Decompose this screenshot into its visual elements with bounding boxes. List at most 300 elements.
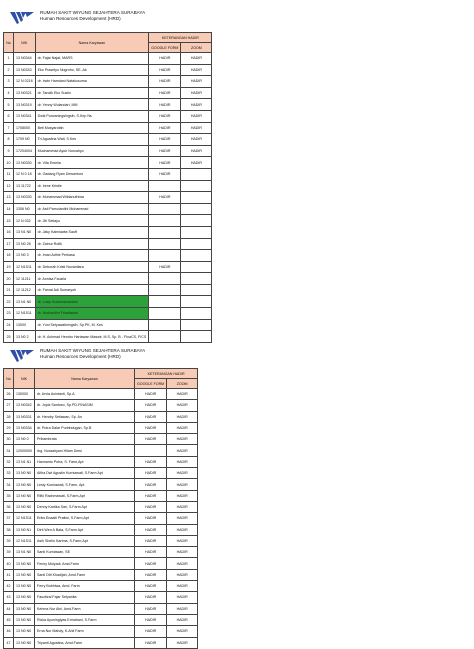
row-zoom xyxy=(181,284,212,296)
attendance-table xyxy=(3,368,198,649)
table-row xyxy=(4,168,212,180)
row-nik: 13 N0 N0 xyxy=(14,626,35,637)
row-zoom xyxy=(181,308,212,320)
row-google-form: HADIR xyxy=(135,592,167,603)
table-row xyxy=(4,411,198,422)
row-zoom: HADIR xyxy=(167,547,198,558)
table-row xyxy=(4,99,212,111)
row-zoom: HADIR xyxy=(181,53,212,65)
table-row xyxy=(4,400,198,411)
table-row xyxy=(4,468,198,479)
table-row xyxy=(4,456,198,467)
row-number: 27 xyxy=(4,400,14,411)
row-nik: 13 N0334 xyxy=(14,422,35,433)
row-number: 35 xyxy=(4,490,14,501)
row-nik: 13000 xyxy=(14,319,36,331)
row-zoom: HADIR xyxy=(167,400,198,411)
row-nik: 13 N0343 xyxy=(14,64,36,76)
row-number: 42 xyxy=(4,581,14,592)
row-number: 26 xyxy=(4,389,14,400)
row-nik: 13 N0341 xyxy=(14,110,36,122)
row-zoom: HADIR xyxy=(181,99,212,111)
row-name: dr. Muhammad Wildanuthiwa xyxy=(35,192,149,204)
table-row xyxy=(4,238,212,250)
row-google-form xyxy=(149,296,181,308)
row-number: 14 xyxy=(4,203,14,215)
row-google-form: HADIR xyxy=(135,558,167,569)
row-name: dr. Tandik Eko Susilo xyxy=(35,87,149,99)
row-nik: 13 N0 2 xyxy=(14,331,36,343)
row-zoom: HADIR xyxy=(167,468,198,479)
row-name: Eko Prasetyo Nugroho, SE.,Ak xyxy=(35,64,149,76)
row-zoom: HADIR xyxy=(167,445,198,456)
row-zoom: HADIR xyxy=(167,479,198,490)
table-row xyxy=(4,87,212,99)
row-number: 39 xyxy=(4,535,14,546)
table-row xyxy=(4,592,198,603)
row-nik: 13 N0 N0 xyxy=(14,569,35,580)
row-nik: 13 N0 N0 xyxy=(14,558,35,569)
row-nik: 13 N0 28 xyxy=(14,238,36,250)
row-nik: 12 11211 xyxy=(14,273,36,285)
row-google-form xyxy=(135,445,167,456)
table-row xyxy=(4,284,212,296)
row-number: 13 xyxy=(4,192,14,204)
table-row xyxy=(4,64,212,76)
row-zoom: HADIR xyxy=(167,592,198,603)
table-row xyxy=(4,558,198,569)
row-zoom: HADIR xyxy=(167,535,198,546)
row-name: dr. Vita Emelia xyxy=(35,157,149,169)
table-row xyxy=(4,261,212,273)
row-google-form: HADIR xyxy=(135,569,167,580)
table-row xyxy=(4,389,198,400)
table-row xyxy=(4,296,212,308)
hospital-name: RUMAH SAKIT WIYUNG SEJAHTERA SURABAYA xyxy=(40,348,146,353)
row-number: 24 xyxy=(4,319,14,331)
row-nik: 13 N0 N0 xyxy=(14,592,35,603)
row-zoom: HADIR xyxy=(181,76,212,88)
row-nik: 13 N0330 xyxy=(14,192,36,204)
row-number: 40 xyxy=(4,558,14,569)
row-name: dr. Hendry Setiawan, Sp. An xyxy=(35,411,135,422)
row-number: 34 xyxy=(4,479,14,490)
row-zoom xyxy=(181,273,212,285)
header-no: No xyxy=(4,369,14,389)
hospital-logo-icon xyxy=(10,349,34,363)
table-row xyxy=(4,569,198,580)
row-zoom xyxy=(181,296,212,308)
table-row xyxy=(4,308,212,320)
row-number: 15 xyxy=(4,215,14,227)
row-zoom xyxy=(181,215,212,227)
header-keterangan: KETERANGAN HADIR xyxy=(149,33,212,43)
header-nama: Nama Karyawan xyxy=(35,33,149,53)
table-row xyxy=(4,524,198,535)
row-google-form: HADIR xyxy=(149,192,181,204)
row-zoom: HADIR xyxy=(181,145,212,157)
row-name: dr. Arvia Anintanti, Sp.A xyxy=(35,389,135,400)
row-number: 43 xyxy=(4,592,14,603)
row-name: dr. Iman Adhie Perkasa xyxy=(35,250,149,262)
row-google-form xyxy=(149,180,181,192)
row-nik: 13 N0342 xyxy=(14,400,35,411)
row-nik: 12 N 032 xyxy=(14,215,36,227)
row-nik: 1708000 xyxy=(14,122,36,134)
row-nik: 13 N0 N0 xyxy=(14,490,35,501)
row-nik: 12 N 0218 xyxy=(14,76,36,88)
row-name: Denny Kartika Sari, S.Farm Apt xyxy=(35,501,135,512)
row-google-form: HADIR xyxy=(149,64,181,76)
row-google-form: HADIR xyxy=(135,400,167,411)
row-google-form: HADIR xyxy=(149,157,181,169)
row-zoom: HADIR xyxy=(167,434,198,445)
row-name: Pribambrata xyxy=(35,434,135,445)
row-zoom: HADIR xyxy=(167,581,198,592)
row-google-form xyxy=(149,319,181,331)
table-row xyxy=(4,535,198,546)
table-row xyxy=(4,145,212,157)
row-nik: 13 N1 N0 xyxy=(14,296,36,308)
row-google-form: HADIR xyxy=(135,456,167,467)
row-nik: 13 N0 N0 xyxy=(14,637,35,648)
row-name: Erna Nur Mahdy, K.Ahli Farm xyxy=(35,626,135,637)
row-zoom xyxy=(181,226,212,238)
row-name: dr. Fajar Najat, MARS xyxy=(35,53,149,65)
row-number: 1 xyxy=(4,53,14,65)
row-number: 18 xyxy=(4,250,14,262)
row-number: 6 xyxy=(4,110,14,122)
row-zoom xyxy=(181,180,212,192)
row-nik: 12 11212 xyxy=(14,284,36,296)
row-google-form: HADIR xyxy=(149,99,181,111)
row-name: Santi Ditt Khadijah, Amd.Farm xyxy=(35,569,135,580)
row-google-form: HADIR xyxy=(135,422,167,433)
row-zoom xyxy=(181,238,212,250)
row-name: Dwik Purwaningsingsih, S.Kep Ns xyxy=(35,110,149,122)
row-google-form xyxy=(149,250,181,262)
row-name: Muchammad Ayub Nurcahyo xyxy=(35,145,149,157)
row-zoom: HADIR xyxy=(181,87,212,99)
row-google-form: HADIR xyxy=(135,490,167,501)
row-number: 22 xyxy=(4,296,14,308)
row-zoom: HADIR xyxy=(181,110,212,122)
row-nik: 13 N0 N0 xyxy=(14,581,35,592)
row-number: 10 xyxy=(4,157,14,169)
header-nik: NIK xyxy=(14,33,36,53)
row-name: Rizka Ayuningtyas Ermahani, S.Farm xyxy=(35,614,135,625)
row-number: 36 xyxy=(4,501,14,512)
attendance-table xyxy=(3,32,212,343)
row-nik: 13 N0319 xyxy=(14,99,36,111)
table-row xyxy=(4,445,198,456)
row-number: 23 xyxy=(4,308,14,320)
row-name: dr. Jiti Setiayu xyxy=(35,215,149,227)
row-zoom: HADIR xyxy=(181,157,212,169)
row-number: 3 xyxy=(4,76,14,88)
row-name: dr. Asti Pamulardini Muhammad xyxy=(35,203,149,215)
row-zoom: HADIR xyxy=(181,134,212,146)
header-keterangan: KETERANGAN HADIR xyxy=(135,369,198,379)
row-zoom: HADIR xyxy=(167,501,198,512)
row-zoom: HADIR xyxy=(167,626,198,637)
row-google-form: HADIR xyxy=(135,547,167,558)
table-row xyxy=(4,547,198,558)
row-number: 12 xyxy=(4,180,14,192)
row-zoom: HADIR xyxy=(181,64,212,76)
row-google-form: HADIR xyxy=(135,637,167,648)
row-zoom xyxy=(181,192,212,204)
row-zoom xyxy=(181,250,212,262)
row-google-form: HADIR xyxy=(149,168,181,180)
row-zoom: HADIR xyxy=(167,569,198,580)
table-row xyxy=(4,490,198,501)
row-name: Alfha Dwi Agustin Kurniawati, S.Farm Apt xyxy=(35,468,135,479)
row-number: 2 xyxy=(4,64,14,76)
row-zoom: HADIR xyxy=(167,637,198,648)
row-nik: 13 N0321 xyxy=(14,87,36,99)
row-google-form xyxy=(149,308,181,320)
row-number: 20 xyxy=(4,273,14,285)
row-name: drg. Nuraahyani Hilam Dewi xyxy=(35,445,135,456)
row-nik: 13 N0 N0 xyxy=(14,479,35,490)
row-number: 41 xyxy=(4,569,14,580)
row-google-form: HADIR xyxy=(149,53,181,65)
hospital-name: RUMAH SAKIT WIYUNG SEJAHTERA SURABAYA xyxy=(40,10,146,15)
table-row xyxy=(4,319,212,331)
table-row xyxy=(4,581,198,592)
table-row xyxy=(4,273,212,285)
row-nik: 13 N1 N0 xyxy=(14,547,35,558)
row-number: 11 xyxy=(4,168,14,180)
table-row xyxy=(4,614,198,625)
row-google-form: HADIR xyxy=(135,389,167,400)
table-row xyxy=(4,226,212,238)
row-zoom: HADIR xyxy=(167,603,198,614)
row-google-form xyxy=(149,238,181,250)
row-nik: 1709 N0 xyxy=(14,134,36,146)
row-number: 8 xyxy=(4,134,14,146)
table-row xyxy=(4,479,198,490)
row-number: 16 xyxy=(4,226,14,238)
row-name: Triyanti Agustina, Amd.Farm xyxy=(35,637,135,648)
row-number: 33 xyxy=(4,468,14,479)
row-name: dr. Jojok Santoso, Sp.PD-FINASIM xyxy=(35,400,135,411)
row-name: dr. Nurfiandini Friadtasari xyxy=(35,308,149,320)
row-number: 28 xyxy=(4,411,14,422)
row-nik: 13 N0330 xyxy=(14,157,36,169)
row-google-form: HADIR xyxy=(149,87,181,99)
table-row xyxy=(4,513,198,524)
row-zoom: HADIR xyxy=(181,122,212,134)
row-nik: 13 N0 N0 xyxy=(14,614,35,625)
table-row xyxy=(4,53,212,65)
row-nik: 1306 N0 xyxy=(14,203,36,215)
row-name: Rifki Rachmawati, S.Farm,Apt xyxy=(35,490,135,501)
row-google-form: HADIR xyxy=(135,614,167,625)
table-row xyxy=(4,76,212,88)
row-nik: 12 N1S11 xyxy=(14,261,36,273)
row-number: 7 xyxy=(4,122,14,134)
row-google-form: HADIR xyxy=(135,603,167,614)
row-google-form: HADIR xyxy=(149,122,181,134)
row-zoom xyxy=(181,319,212,331)
row-number: 4 xyxy=(4,87,14,99)
row-nik: 13 N0344 xyxy=(14,53,36,65)
row-nik: 12 N 0 18 xyxy=(14,168,36,180)
row-number: 21 xyxy=(4,284,14,296)
row-nik: 13 N0 N0 xyxy=(14,468,35,479)
row-name: Ferry Bubhiwa, Amd. Farm xyxy=(35,581,135,592)
header-no: No xyxy=(4,33,14,53)
row-nik: 12 N1S11 xyxy=(14,513,35,524)
row-number: 39 xyxy=(4,547,14,558)
row-name: dr. Irene Kristie xyxy=(35,180,149,192)
row-google-form: HADIR xyxy=(135,513,167,524)
row-number: 45 xyxy=(4,614,14,625)
table-row xyxy=(4,501,198,512)
row-nik: 12 N1S11 xyxy=(14,535,35,546)
row-name: Asih Sheilo Kartma, S.Farm,Apt xyxy=(35,535,135,546)
hospital-logo-icon xyxy=(10,11,34,25)
row-number: 46 xyxy=(4,626,14,637)
row-zoom xyxy=(181,261,212,273)
department-name: Human Resources Development (HRD) xyxy=(40,16,121,21)
row-number: 38 xyxy=(4,524,14,535)
header-nama: Nama Karyawan xyxy=(35,369,135,389)
row-nik: 13 N0 0 xyxy=(14,434,35,445)
row-name: dr. Gadang Ryan Dewantoro xyxy=(35,168,149,180)
header-google-form: GOOGLE FORM xyxy=(135,379,167,389)
row-zoom: HADIR xyxy=(167,558,198,569)
row-number: 19 xyxy=(4,261,14,273)
row-name: Santi Kurniawan, SE xyxy=(35,547,135,558)
row-zoom xyxy=(181,331,212,343)
row-name: dr. Fanrai Adi Sumaryoh xyxy=(35,284,149,296)
row-google-form xyxy=(149,284,181,296)
header-google-form: GOOGLE FORM xyxy=(149,43,181,53)
row-number: 47 xyxy=(4,637,14,648)
table-row xyxy=(4,110,212,122)
row-nik: 13 N0 N0 xyxy=(14,603,35,614)
row-google-form: HADIR xyxy=(135,535,167,546)
table-row xyxy=(4,250,212,262)
row-number: 30 xyxy=(4,434,14,445)
row-number: 37 xyxy=(4,513,14,524)
row-zoom: HADIR xyxy=(167,456,198,467)
row-zoom: HADIR xyxy=(167,513,198,524)
row-nik: 13 N0 3 xyxy=(14,250,36,262)
row-nik: 13 N0 N1 xyxy=(14,524,35,535)
table-row xyxy=(4,180,212,192)
row-number: 5 xyxy=(4,99,14,111)
row-name: Harmanto Putra, S. Farm,Apt xyxy=(35,456,135,467)
header-zoom: ZOOM xyxy=(167,379,198,389)
table-row xyxy=(4,422,198,433)
row-name: Dirti Wen A Bata, S.Farm Apt xyxy=(35,524,135,535)
row-nik: 130000 xyxy=(14,389,35,400)
row-google-form: HADIR xyxy=(135,479,167,490)
row-name: Tri Agustina Wati, S.Kes xyxy=(35,134,149,146)
row-google-form: HADIR xyxy=(135,434,167,445)
table-row xyxy=(4,192,212,204)
row-zoom: HADIR xyxy=(167,422,198,433)
row-google-form xyxy=(149,203,181,215)
table-row xyxy=(4,157,212,169)
row-name: dr. Putra Dalar Purbindugan, Sp.B xyxy=(35,422,135,433)
row-google-form xyxy=(149,331,181,343)
table-row xyxy=(4,203,212,215)
row-number: 32 xyxy=(4,456,14,467)
row-google-form: HADIR xyxy=(135,581,167,592)
row-google-form: HADIR xyxy=(135,501,167,512)
table-row xyxy=(4,134,212,146)
row-google-form: HADIR xyxy=(149,261,181,273)
table-row xyxy=(4,626,198,637)
row-nik: 12000000 xyxy=(14,445,35,456)
row-number: 29 xyxy=(4,422,14,433)
row-name: Beti Musyarofah xyxy=(35,122,149,134)
row-google-form: HADIR xyxy=(149,134,181,146)
row-google-form: HADIR xyxy=(135,468,167,479)
row-name: Fenny Mulyadi, Amd.Farm xyxy=(35,558,135,569)
row-name: Kehma Nur Aini, Amd.Farm xyxy=(35,603,135,614)
row-zoom: HADIR xyxy=(167,411,198,422)
row-zoom xyxy=(181,168,212,180)
row-name: dr. Irwin Hamdani Natakusuma xyxy=(35,76,149,88)
row-nik: 13 N0331 xyxy=(14,411,35,422)
header-nik: NIK xyxy=(14,369,35,389)
row-name: dr. Yenny Wulandari, MM xyxy=(35,99,149,111)
row-number: 9 xyxy=(4,145,14,157)
department-name: Human Resources Development (HRD) xyxy=(40,354,121,359)
row-nik: 12 N1S11 xyxy=(14,308,36,320)
table-row xyxy=(4,331,212,343)
row-number: 17 xyxy=(4,238,14,250)
table-row xyxy=(4,122,212,134)
row-name: dr. H. Achmad Hendro Hartawan Maswir, M.S, Sp. B - FInaCS, FICS xyxy=(35,331,149,343)
table-row xyxy=(4,434,198,445)
row-zoom xyxy=(181,203,212,215)
row-name: dr. Annisa Fauziia xyxy=(35,273,149,285)
row-name: dr. Jaky Kalmiawta Sauft xyxy=(35,226,149,238)
row-name: Fauztizal Fajar Setyanita xyxy=(35,592,135,603)
row-google-form xyxy=(149,273,181,285)
row-google-form: HADIR xyxy=(135,626,167,637)
row-nik: 17204004 xyxy=(14,145,36,157)
row-name: dr. Zainur Rofik xyxy=(35,238,149,250)
row-nik: 13 N0 N0 xyxy=(14,501,35,512)
row-google-form: HADIR xyxy=(135,411,167,422)
row-name: dr. Luxiy Kusumawardani xyxy=(35,296,149,308)
header-zoom: ZOOM xyxy=(181,43,212,53)
row-name: dr. Yuni Setyawatiningsih, Sp.PK, M. Kes xyxy=(35,319,149,331)
row-number: 44 xyxy=(4,603,14,614)
row-nik: 13 11722 xyxy=(14,180,36,192)
row-google-form xyxy=(149,226,181,238)
row-name: Eriks Enaalti Pratiwi, S.Farm,Apt xyxy=(35,513,135,524)
row-zoom: HADIR xyxy=(167,490,198,501)
row-zoom: HADIR xyxy=(167,389,198,400)
table-row xyxy=(4,215,212,227)
row-google-form: HADIR xyxy=(149,76,181,88)
row-nik: 13 N1 N1 xyxy=(14,456,35,467)
row-google-form xyxy=(149,215,181,227)
table-row xyxy=(4,603,198,614)
row-name: Lesty Kurniawati, S.Farm, Apt xyxy=(35,479,135,490)
row-google-form: HADIR xyxy=(149,145,181,157)
row-zoom: HADIR xyxy=(167,614,198,625)
